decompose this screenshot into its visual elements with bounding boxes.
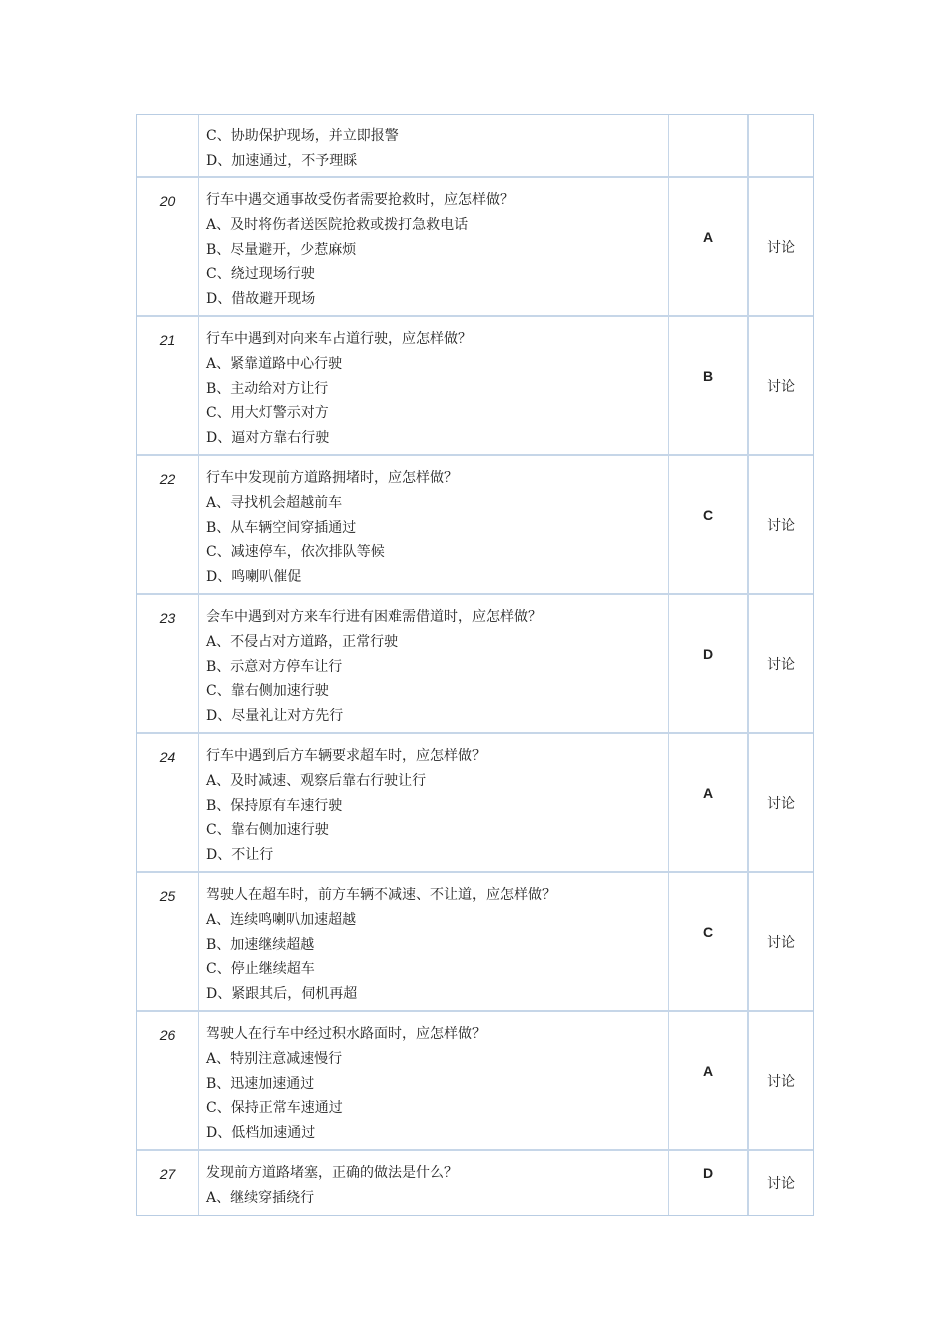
answer-cell: C xyxy=(669,873,749,1012)
option-c: C、保持正常车速通过 xyxy=(206,1100,343,1117)
option-a: A、及时减速、观察后靠右行驶让行 xyxy=(206,772,427,789)
discuss-link[interactable]: 讨论 xyxy=(749,1012,813,1151)
question-number: 22 xyxy=(137,456,199,595)
option-c: C、靠右侧加速行驶 xyxy=(206,683,329,700)
option-b: B、示意对方停车让行 xyxy=(206,658,343,675)
discuss-link[interactable]: 讨论 xyxy=(767,1176,795,1192)
option-c: C、协助保护现场，并立即报警 xyxy=(206,128,399,144)
answer-cell: A xyxy=(669,178,749,317)
question-cell xyxy=(199,1012,669,1151)
option-a: A、连续鸣喇叭加速超越 xyxy=(206,911,357,928)
option-b: B、保持原有车速行驶 xyxy=(206,797,343,814)
option-b: B、迅速加速通过 xyxy=(206,1075,315,1092)
option-d: D、加速通过，不予理睬 xyxy=(206,152,358,169)
option-a: A、特别注意减速慢行 xyxy=(206,1050,343,1067)
question-text: 会车中遇到对方来车行进有困难需借道时，应怎样做？ xyxy=(206,609,542,625)
question-text: 行车中遇交通事故受伤者需要抢救时，应怎样做？ xyxy=(206,192,514,208)
table-row xyxy=(137,1151,813,1215)
discuss-link[interactable]: 讨论 xyxy=(749,873,813,1012)
discuss-link[interactable]: 讨论 xyxy=(749,595,813,734)
question-cell xyxy=(199,317,669,456)
question-text: 行车中发现前方道路拥堵时，应怎样做？ xyxy=(206,470,458,486)
discuss-link[interactable]: 讨论 xyxy=(749,317,813,456)
option-c: C、减速停车，依次排队等候 xyxy=(206,544,385,561)
question-number: 23 xyxy=(137,595,199,734)
question-text: 行车中遇到后方车辆要求超车时，应怎样做？ xyxy=(206,748,486,764)
option-c: C、靠右侧加速行驶 xyxy=(206,822,329,839)
question-cell xyxy=(199,456,669,595)
option-b: B、加速继续超越 xyxy=(206,936,315,953)
answer-cell: D xyxy=(669,1151,749,1215)
question-table xyxy=(136,114,814,1216)
option-c: C、绕过现场行驶 xyxy=(206,266,315,283)
option-d: D、不让行 xyxy=(206,847,274,864)
question-cell xyxy=(199,115,669,178)
table-row xyxy=(137,1012,813,1151)
table-row xyxy=(137,178,813,317)
option-a: A、紧靠道路中心行驶 xyxy=(206,355,343,372)
answer-cell: A xyxy=(669,734,749,873)
question-text: 行车中遇到对向来车占道行驶，应怎样做？ xyxy=(206,331,472,347)
option-a: A、继续穿插绕行 xyxy=(206,1189,315,1206)
table-row xyxy=(137,317,813,456)
option-d: D、低档加速通过 xyxy=(206,1125,316,1142)
question-number: 25 xyxy=(137,873,199,1012)
question-cell xyxy=(199,595,669,734)
question-text: 发现前方道路堵塞，正确的做法是什么？ xyxy=(206,1165,458,1181)
option-d: D、借故避开现场 xyxy=(206,291,316,308)
question-number: 26 xyxy=(137,1012,199,1151)
option-c: C、用大灯警示对方 xyxy=(206,405,329,422)
discuss-link[interactable]: 讨论 xyxy=(749,734,813,873)
answer-cell: A xyxy=(669,1012,749,1151)
discuss-link[interactable]: 讨论 xyxy=(749,456,813,595)
option-b: B、主动给对方让行 xyxy=(206,380,329,397)
option-a: A、寻找机会超越前车 xyxy=(206,494,343,511)
question-text: 驾驶人在超车时，前方车辆不减速、不让道，应怎样做？ xyxy=(206,887,556,903)
question-number xyxy=(137,115,199,178)
option-d: D、紧跟其后，伺机再超 xyxy=(206,986,358,1003)
answer-cell xyxy=(669,115,749,178)
discuss-link xyxy=(749,115,813,178)
option-b: B、从车辆空间穿插通过 xyxy=(206,519,357,536)
question-number: 21 xyxy=(137,317,199,456)
table-row xyxy=(137,595,813,734)
question-cell xyxy=(199,873,669,1012)
question-number: 27 xyxy=(137,1151,199,1215)
option-c: C、停止继续超车 xyxy=(206,961,315,978)
option-d: D、尽量礼让对方先行 xyxy=(206,708,344,725)
answer-cell: D xyxy=(669,595,749,734)
option-d: D、鸣喇叭催促 xyxy=(206,569,302,586)
table-row xyxy=(137,873,813,1012)
answer-cell: B xyxy=(669,317,749,456)
table-row xyxy=(137,734,813,873)
answer-cell: C xyxy=(669,456,749,595)
option-a: A、及时将伤者送医院抢救或拨打急救电话 xyxy=(206,216,469,233)
question-number: 24 xyxy=(137,734,199,873)
table-row xyxy=(137,115,813,178)
discuss-link[interactable]: 讨论 xyxy=(749,178,813,317)
question-cell xyxy=(199,1151,669,1215)
option-b: B、尽量避开，少惹麻烦 xyxy=(206,241,357,258)
question-number: 20 xyxy=(137,178,199,317)
question-cell xyxy=(199,178,669,317)
option-d: D、逼对方靠右行驶 xyxy=(206,430,330,447)
table-row xyxy=(137,456,813,595)
option-a: A、不侵占对方道路，正常行驶 xyxy=(206,633,399,650)
question-cell xyxy=(199,734,669,873)
question-text: 驾驶人在行车中经过积水路面时，应怎样做？ xyxy=(206,1026,486,1042)
